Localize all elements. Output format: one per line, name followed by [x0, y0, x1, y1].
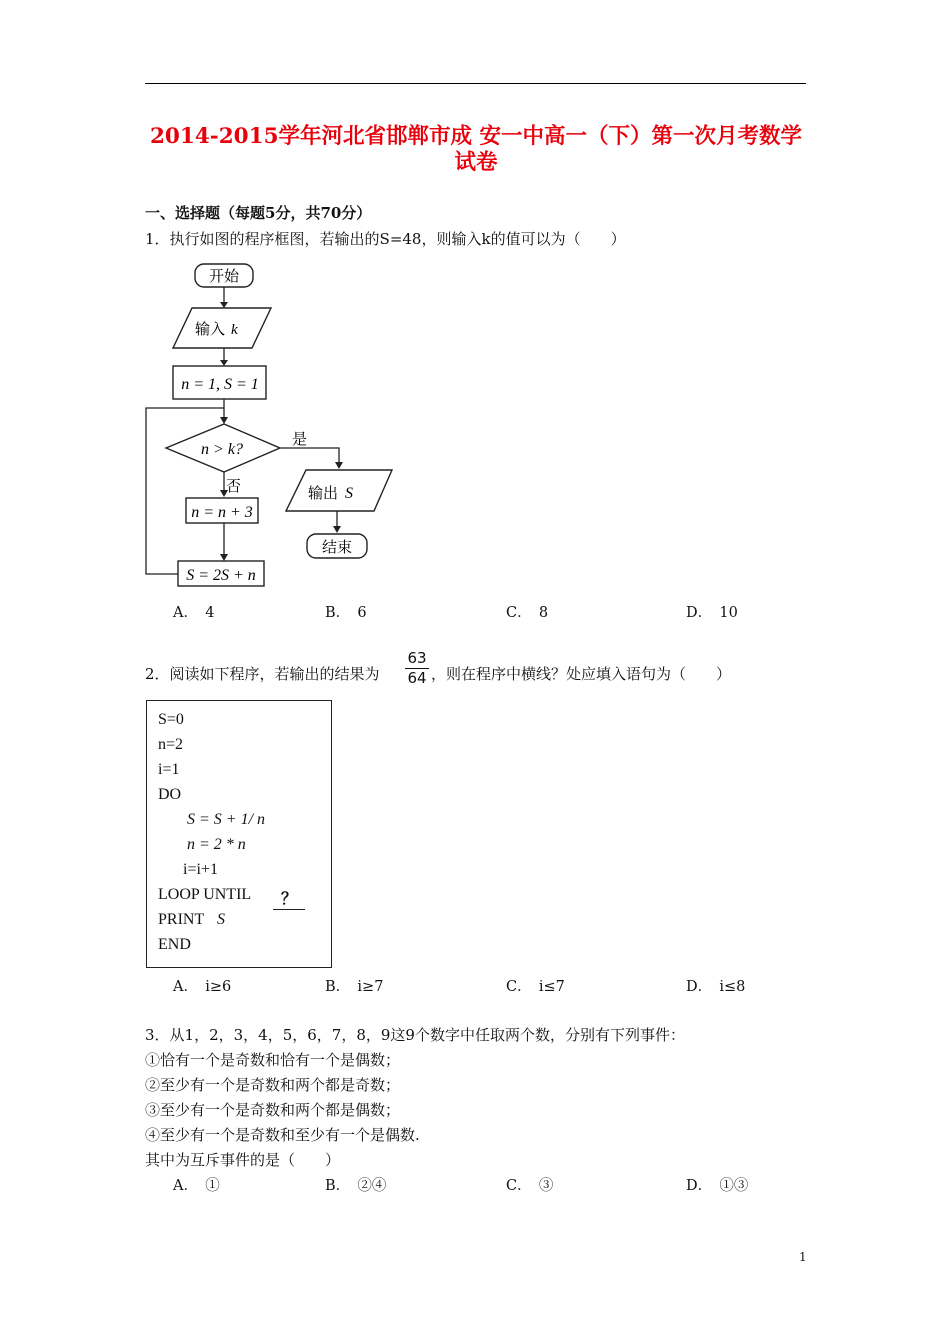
q3-option-a: A． ①: [173, 1178, 220, 1194]
q1-option-b: B． 6: [325, 605, 367, 621]
header-rule: [145, 83, 806, 84]
question-3-stem: 3．从1，2，3，4，5，6，7，8，9这9个数字中任取两个数，分别有下列事件：: [145, 1026, 685, 1044]
code-line: i=i+1: [183, 861, 218, 878]
question-2-stem-end: ，则在程序中横线？处应填入语句为（ ）: [431, 665, 732, 683]
code-line: n=2: [158, 736, 184, 753]
flow-output-label: 输出: [308, 484, 339, 502]
flow-output-var: S: [345, 485, 353, 502]
page-title: 2014-2015学年河北省邯郸市成 安一中高一（下）第一次月考数学试卷: [149, 124, 803, 175]
fraction-denominator: 64: [407, 669, 427, 687]
q2-option-d: D． i≤8: [686, 979, 746, 995]
code-var: S: [217, 911, 225, 928]
code-line: DO: [158, 786, 182, 803]
q3-option-b: B． ②④: [325, 1178, 387, 1194]
flowchart: [140, 258, 400, 590]
q1-option-d: D． 10: [686, 605, 738, 621]
flow-yes-label: 是: [292, 430, 308, 448]
q1-option-a: A． 4: [173, 605, 215, 621]
q1-option-c: C． 8: [506, 605, 549, 621]
flow-input-var: k: [231, 322, 238, 338]
flow-step1-label: n = n + 3: [191, 504, 253, 521]
page-number: 1: [799, 1250, 807, 1264]
flow-decision-label: n > k?: [201, 441, 243, 458]
fraction-numerator: 63: [407, 649, 427, 667]
code-line: S = S + 1/ n: [187, 811, 266, 828]
flow-no-label: 否: [226, 477, 242, 495]
q3-question: 其中为互斥事件的是（ ）: [145, 1151, 341, 1169]
program-box: [146, 700, 332, 968]
q3-option-c: C． ③: [506, 1178, 554, 1194]
flow-init-label: n = 1, S = 1: [181, 376, 259, 393]
flow-input-label: 输入: [195, 320, 226, 338]
flow-step2-label: S = 2S + n: [186, 567, 256, 584]
code-blank: ？: [273, 886, 305, 910]
question-1-stem: 1．执行如图的程序框图，若输出的S=48，则输入k的值可以为（ ）: [145, 230, 626, 248]
flow-output-node: [286, 470, 392, 511]
code-line: LOOP UNTIL: [158, 886, 252, 903]
q2-option-c: C． i≤7: [506, 979, 565, 995]
q2-option-b: B． i≥7: [325, 979, 384, 995]
q3-item-2: ②至少有一个是奇数和两个都是奇数；: [145, 1076, 401, 1094]
code-line: PRINT: [158, 911, 205, 928]
flow-start-label: 开始: [208, 267, 240, 285]
code-line: END: [158, 936, 191, 953]
q3-item-4: ④至少有一个是奇数和至少有一个是偶数.: [145, 1126, 420, 1144]
q3-item-3: ③至少有一个是奇数和两个都是偶数；: [145, 1101, 401, 1119]
section-heading: 一、选择题（每题5分，共70分）: [145, 204, 372, 222]
q3-item-1: ①恰有一个是奇数和恰有一个是偶数；: [145, 1051, 401, 1069]
q3-option-d: D． ①③: [686, 1178, 749, 1194]
question-2-stem-start: 2．阅读如下程序，若输出的结果为: [145, 665, 380, 683]
flow-end-label: 结束: [321, 538, 353, 556]
code-line: n = 2 * n: [187, 836, 246, 853]
code-line: i=1: [158, 761, 180, 778]
fraction: [403, 650, 431, 687]
q2-option-a: A． i≥6: [173, 979, 232, 995]
code-line: S=0: [158, 711, 184, 728]
